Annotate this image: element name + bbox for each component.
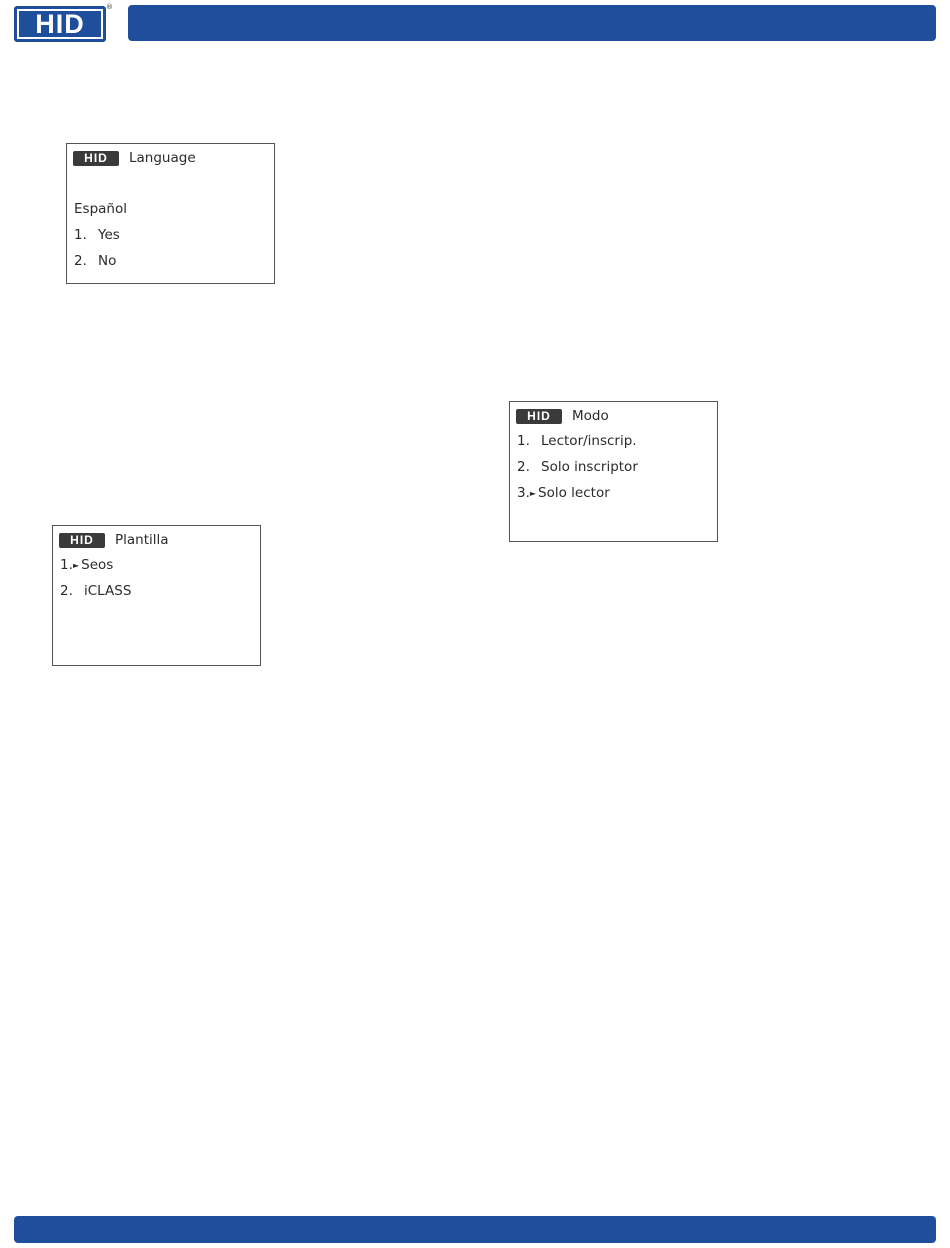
menu-item-label: iCLASS	[84, 583, 132, 599]
language-screen-header	[73, 150, 196, 166]
selection-arrow-icon: ►	[73, 561, 80, 570]
language-screen	[66, 143, 275, 284]
selection-arrow-icon: ►	[529, 489, 537, 498]
menu-item-number: 3.	[517, 485, 530, 501]
modo-screen	[509, 401, 718, 542]
menu-item-label: No	[98, 253, 117, 269]
menu-item-number: 1.	[517, 433, 530, 449]
footer-bar	[14, 1216, 936, 1243]
plantilla-screen-title: Plantilla	[115, 532, 169, 548]
menu-item-solo-lector[interactable]	[517, 485, 610, 501]
hid-logo-text: HID	[35, 8, 85, 39]
menu-item-iclass[interactable]	[60, 583, 131, 599]
menu-item-label: Solo inscriptor	[541, 459, 638, 475]
plantilla-screen	[52, 525, 261, 666]
menu-item-number: 1.	[74, 227, 87, 243]
menu-item-number: 2.	[74, 253, 87, 269]
hid-badge-icon: HID	[516, 409, 562, 424]
menu-item-number: 2.	[517, 459, 530, 475]
menu-item-no[interactable]	[74, 253, 116, 269]
menu-item-yes[interactable]	[74, 227, 120, 243]
menu-item-number: 2.	[60, 583, 73, 599]
registered-mark: ®	[106, 3, 113, 11]
menu-item-lector-inscrip[interactable]	[517, 433, 637, 449]
header-bar	[128, 5, 936, 41]
hid-badge-icon: HID	[73, 151, 119, 166]
modo-screen-title: Modo	[572, 408, 609, 424]
menu-item-label: Solo lector	[538, 485, 610, 501]
menu-item-label: Yes	[98, 227, 120, 243]
plantilla-screen-header	[59, 532, 169, 548]
menu-item-label: Seos	[81, 557, 114, 573]
language-option-espanol: Español	[74, 201, 127, 217]
menu-item-solo-inscriptor[interactable]	[517, 459, 638, 475]
hid-badge-icon: HID	[59, 533, 105, 548]
hid-logo	[14, 6, 106, 42]
menu-item-label: Lector/inscrip.	[541, 433, 637, 449]
language-screen-title: Language	[129, 150, 196, 166]
menu-item-number: 1.	[60, 557, 73, 573]
modo-screen-header	[516, 408, 609, 424]
menu-item-seos[interactable]	[60, 557, 113, 573]
